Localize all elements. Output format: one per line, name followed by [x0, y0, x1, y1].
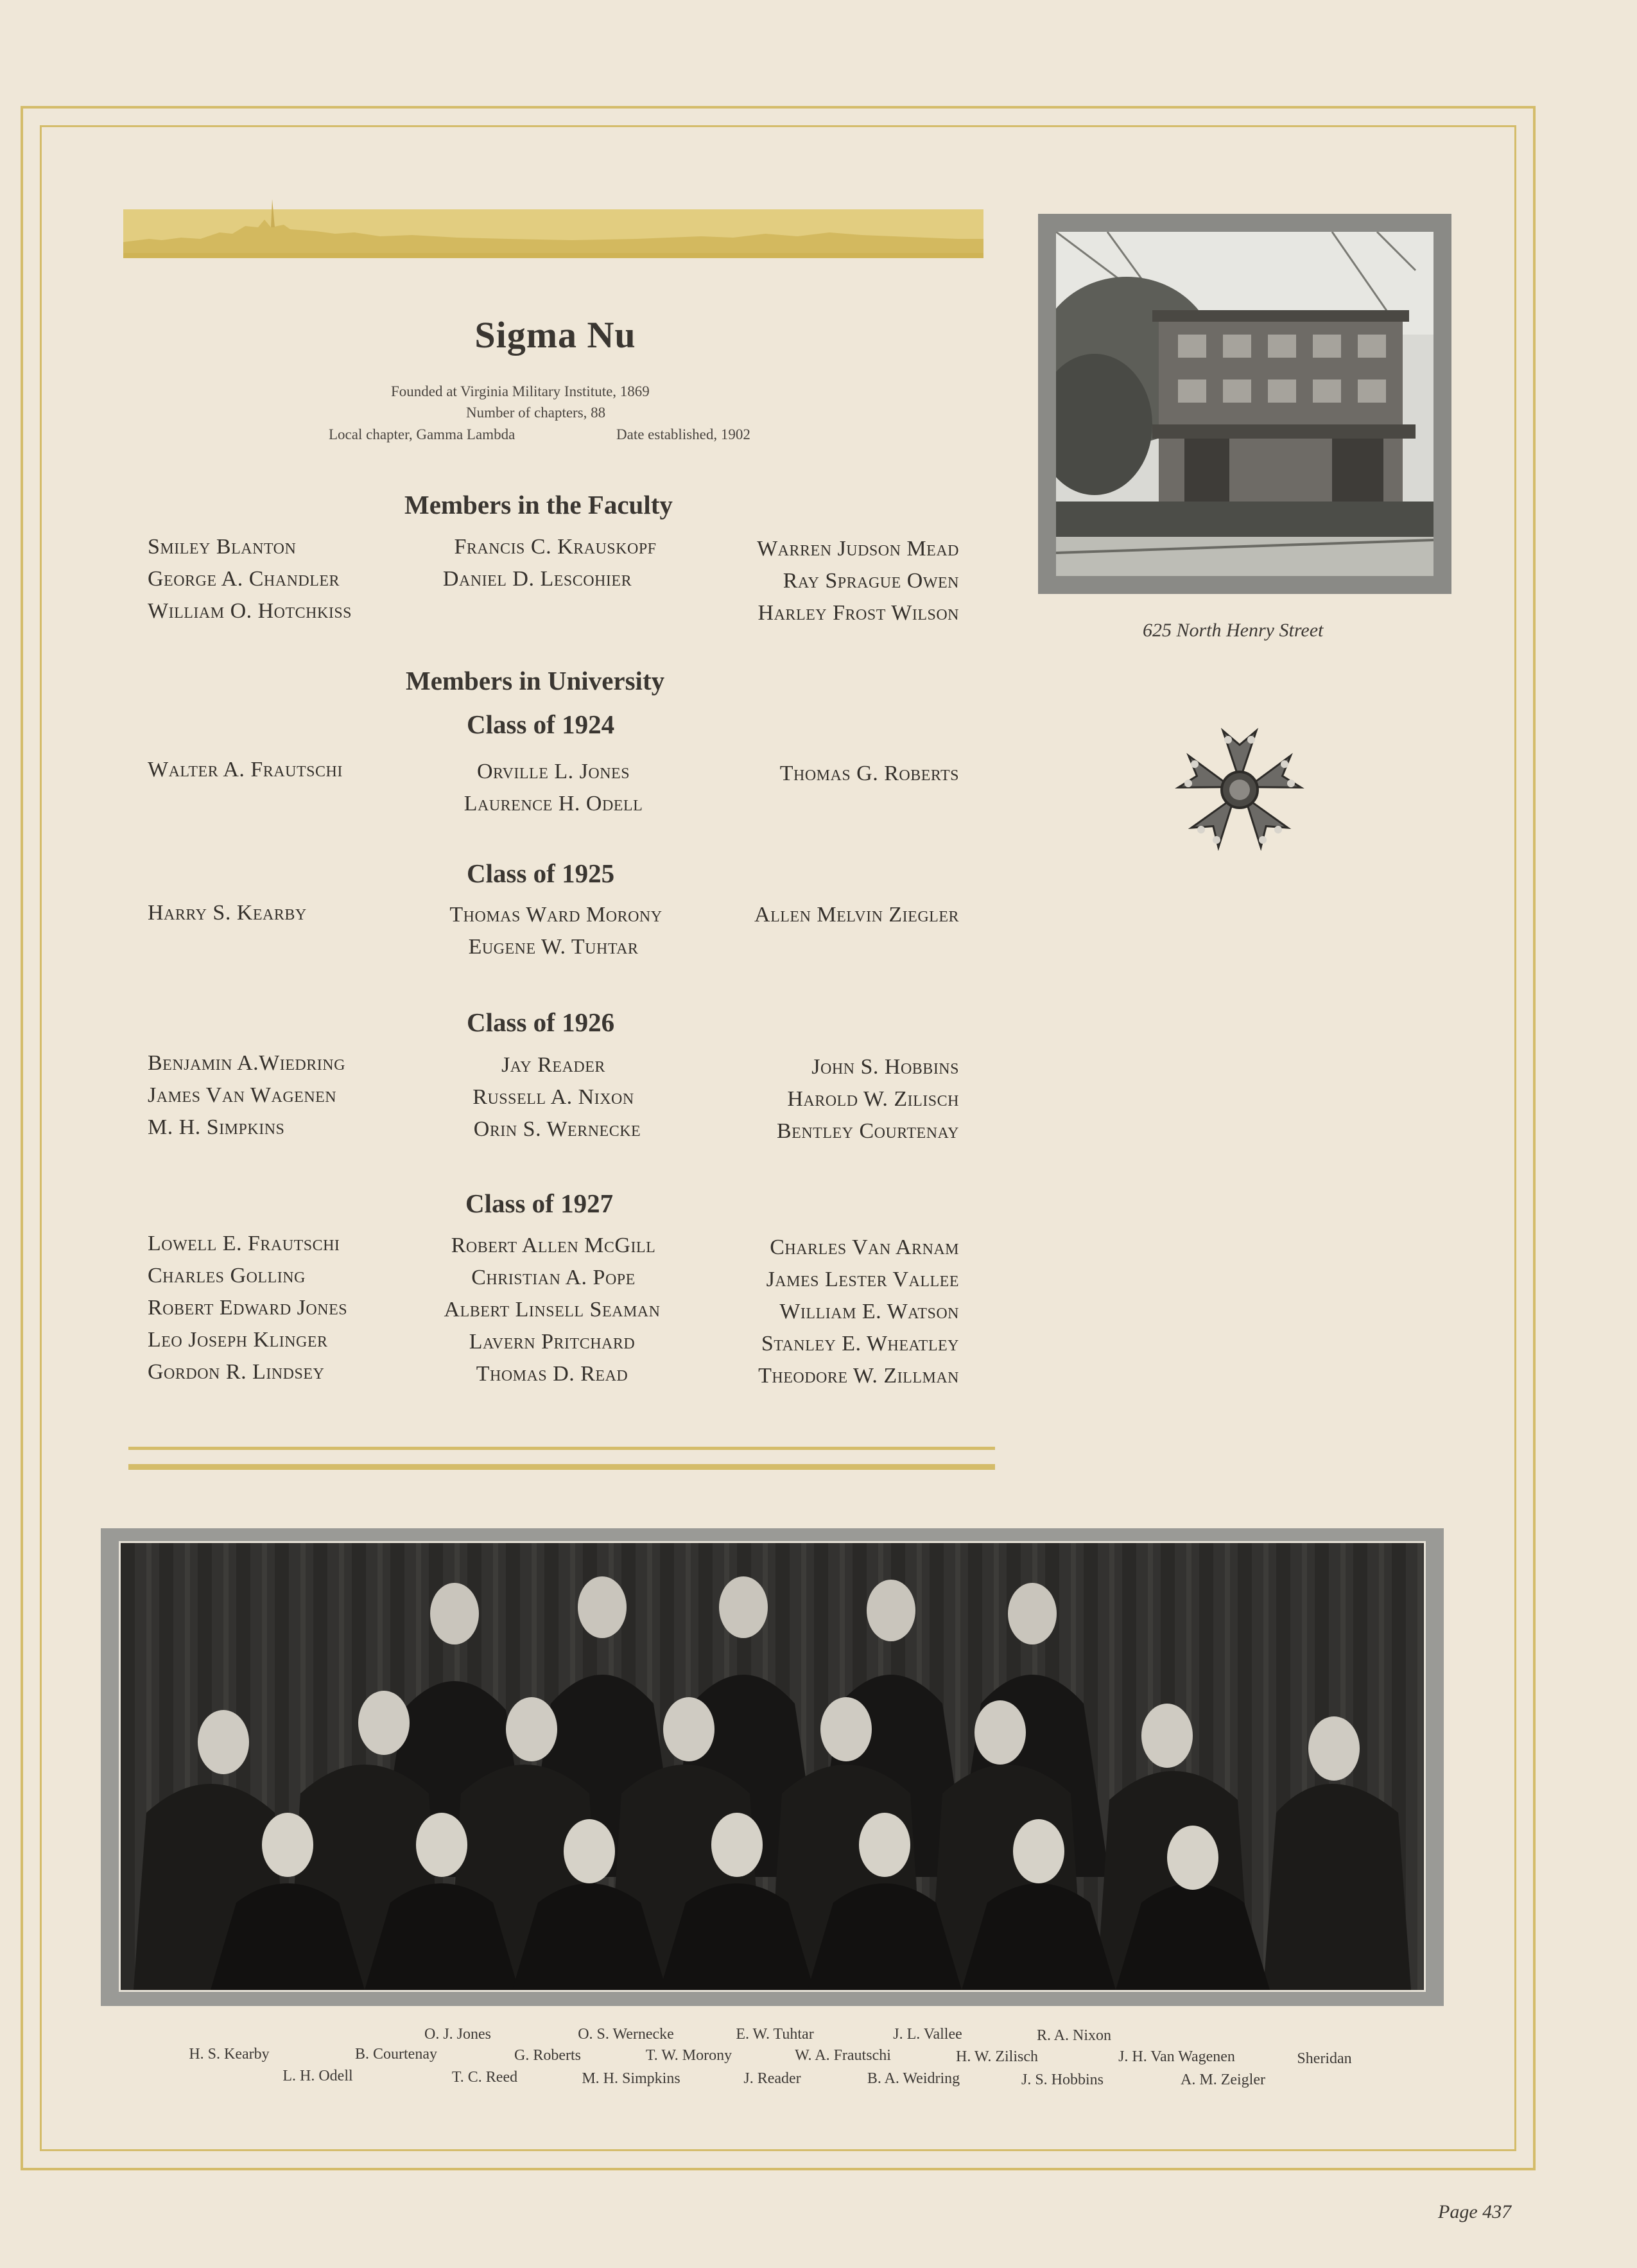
member-name: Harry S. Kearby [148, 901, 307, 925]
class-heading: Class of 1925 [467, 859, 615, 888]
faculty-name: William O. Hotchkiss [148, 599, 352, 623]
photo-name: G. Roberts [514, 2047, 581, 2064]
photo-name: A. M. Zeigler [1181, 2072, 1265, 2088]
photo-name: O. S. Wernecke [578, 2026, 674, 2043]
faculty-name: George A. Chandler [148, 567, 340, 591]
member-name: Russell A. Nixon [472, 1085, 634, 1109]
photo-name: T. W. Morony [645, 2047, 732, 2064]
member-name: Jay Reader [501, 1053, 605, 1077]
house-caption: 625 North Henry Street [1143, 620, 1324, 641]
photo-name: W. A. Frautschi [795, 2047, 891, 2064]
member-name: Robert Allen McGill [451, 1234, 656, 1257]
faculty-name: Smiley Blanton [148, 535, 297, 559]
photo-name: J. S. Hobbins [1021, 2072, 1104, 2088]
photo-name: L. H. Odell [282, 2068, 353, 2084]
faculty-name: Daniel D. Lescohier [442, 567, 632, 591]
faculty-name: Francis C. Krauskopf [454, 535, 657, 559]
member-name: Robert Edward Jones [148, 1296, 348, 1320]
member-name: Charles Golling [148, 1264, 306, 1287]
class-heading: Class of 1924 [467, 710, 615, 739]
photo-name: H. W. Zilisch [955, 2048, 1039, 2065]
member-name: Harold W. Zilisch [787, 1087, 959, 1111]
photo-name: O. J. Jones [424, 2026, 492, 2043]
member-name: Theodore W. Zillman [758, 1364, 959, 1388]
fraternity-badge [1172, 726, 1308, 854]
photo-name: J. Reader [743, 2070, 801, 2087]
faculty-name: Ray Sprague Owen [783, 569, 959, 593]
member-name: Allen Melvin Ziegler [754, 903, 959, 927]
member-name: Lowell E. Frautschi [148, 1232, 340, 1255]
photo-name: M. H. Simpkins [582, 2070, 680, 2087]
member-name: William E. Watson [779, 1300, 959, 1323]
divider-rule-top [128, 1447, 995, 1450]
founded-text: Founded at Virginia Military Institute, 1869 [391, 383, 650, 399]
chapters-text: Number of chapters, 88 [466, 405, 606, 421]
member-name: Albert Linsell Seaman [444, 1298, 661, 1322]
member-name: Thomas Ward Morony [449, 903, 663, 927]
photo-name: H. S. Kearby [189, 2046, 270, 2063]
member-name: Laurence H. Odell [463, 792, 643, 816]
member-name: Thomas D. Read [476, 1362, 628, 1386]
member-name: Bentley Courtenay [776, 1119, 959, 1143]
member-name: James Lester Vallee [766, 1268, 959, 1291]
university-heading: Members in University [406, 666, 665, 695]
photo-name: T. C. Reed [451, 2069, 518, 2086]
class-heading: Class of 1927 [465, 1189, 614, 1218]
member-name: Benjamin A.Wiedring [148, 1051, 345, 1075]
member-name: Orin S. Wernecke [473, 1117, 641, 1141]
divider-rule-bottom [128, 1464, 995, 1470]
established-text: Date established, 1902 [616, 426, 750, 442]
group-photo [101, 1528, 1444, 2006]
member-name: Christian A. Pope [471, 1266, 636, 1289]
member-name: Leo Joseph Klinger [148, 1328, 328, 1352]
member-name: Gordon R. Lindsey [148, 1360, 325, 1384]
photo-name: J. L. Vallee [893, 2026, 962, 2043]
photo-name: J. H. Van Wagenen [1118, 2048, 1235, 2065]
photo-name: E. W. Tuhtar [736, 2026, 814, 2043]
member-name: James Van Wagenen [148, 1083, 337, 1107]
photo-name: Sheridan [1297, 2050, 1352, 2067]
skyline-banner [123, 194, 983, 258]
photo-name: B. A. Weidring [867, 2070, 960, 2087]
page-title: Sigma Nu [474, 314, 636, 356]
member-name: Thomas G. Roberts [779, 762, 959, 785]
member-name: Charles Van Arnam [770, 1235, 959, 1259]
member-name: Eugene W. Tuhtar [468, 935, 639, 959]
class-heading: Class of 1926 [467, 1008, 615, 1037]
member-name: M. H. Simpkins [148, 1115, 285, 1139]
local-chapter-text: Local chapter, Gamma Lambda [329, 426, 515, 442]
photo-name: R. A. Nixon [1036, 2027, 1112, 2044]
photo-name: B. Courtenay [355, 2046, 437, 2063]
chapter-house-photo [1038, 214, 1451, 594]
member-name: John S. Hobbins [811, 1055, 959, 1079]
member-name: Stanley E. Wheatley [761, 1332, 959, 1356]
member-name: Lavern Pritchard [469, 1330, 636, 1354]
faculty-name: Warren Judson Mead [757, 537, 959, 561]
member-name: Orville L. Jones [476, 760, 630, 783]
faculty-heading: Members in the Faculty [404, 490, 673, 519]
page-number: Page 437 [1438, 2201, 1512, 2222]
member-name: Walter A. Frautschi [148, 758, 343, 781]
faculty-name: Harley Frost Wilson [758, 601, 959, 625]
